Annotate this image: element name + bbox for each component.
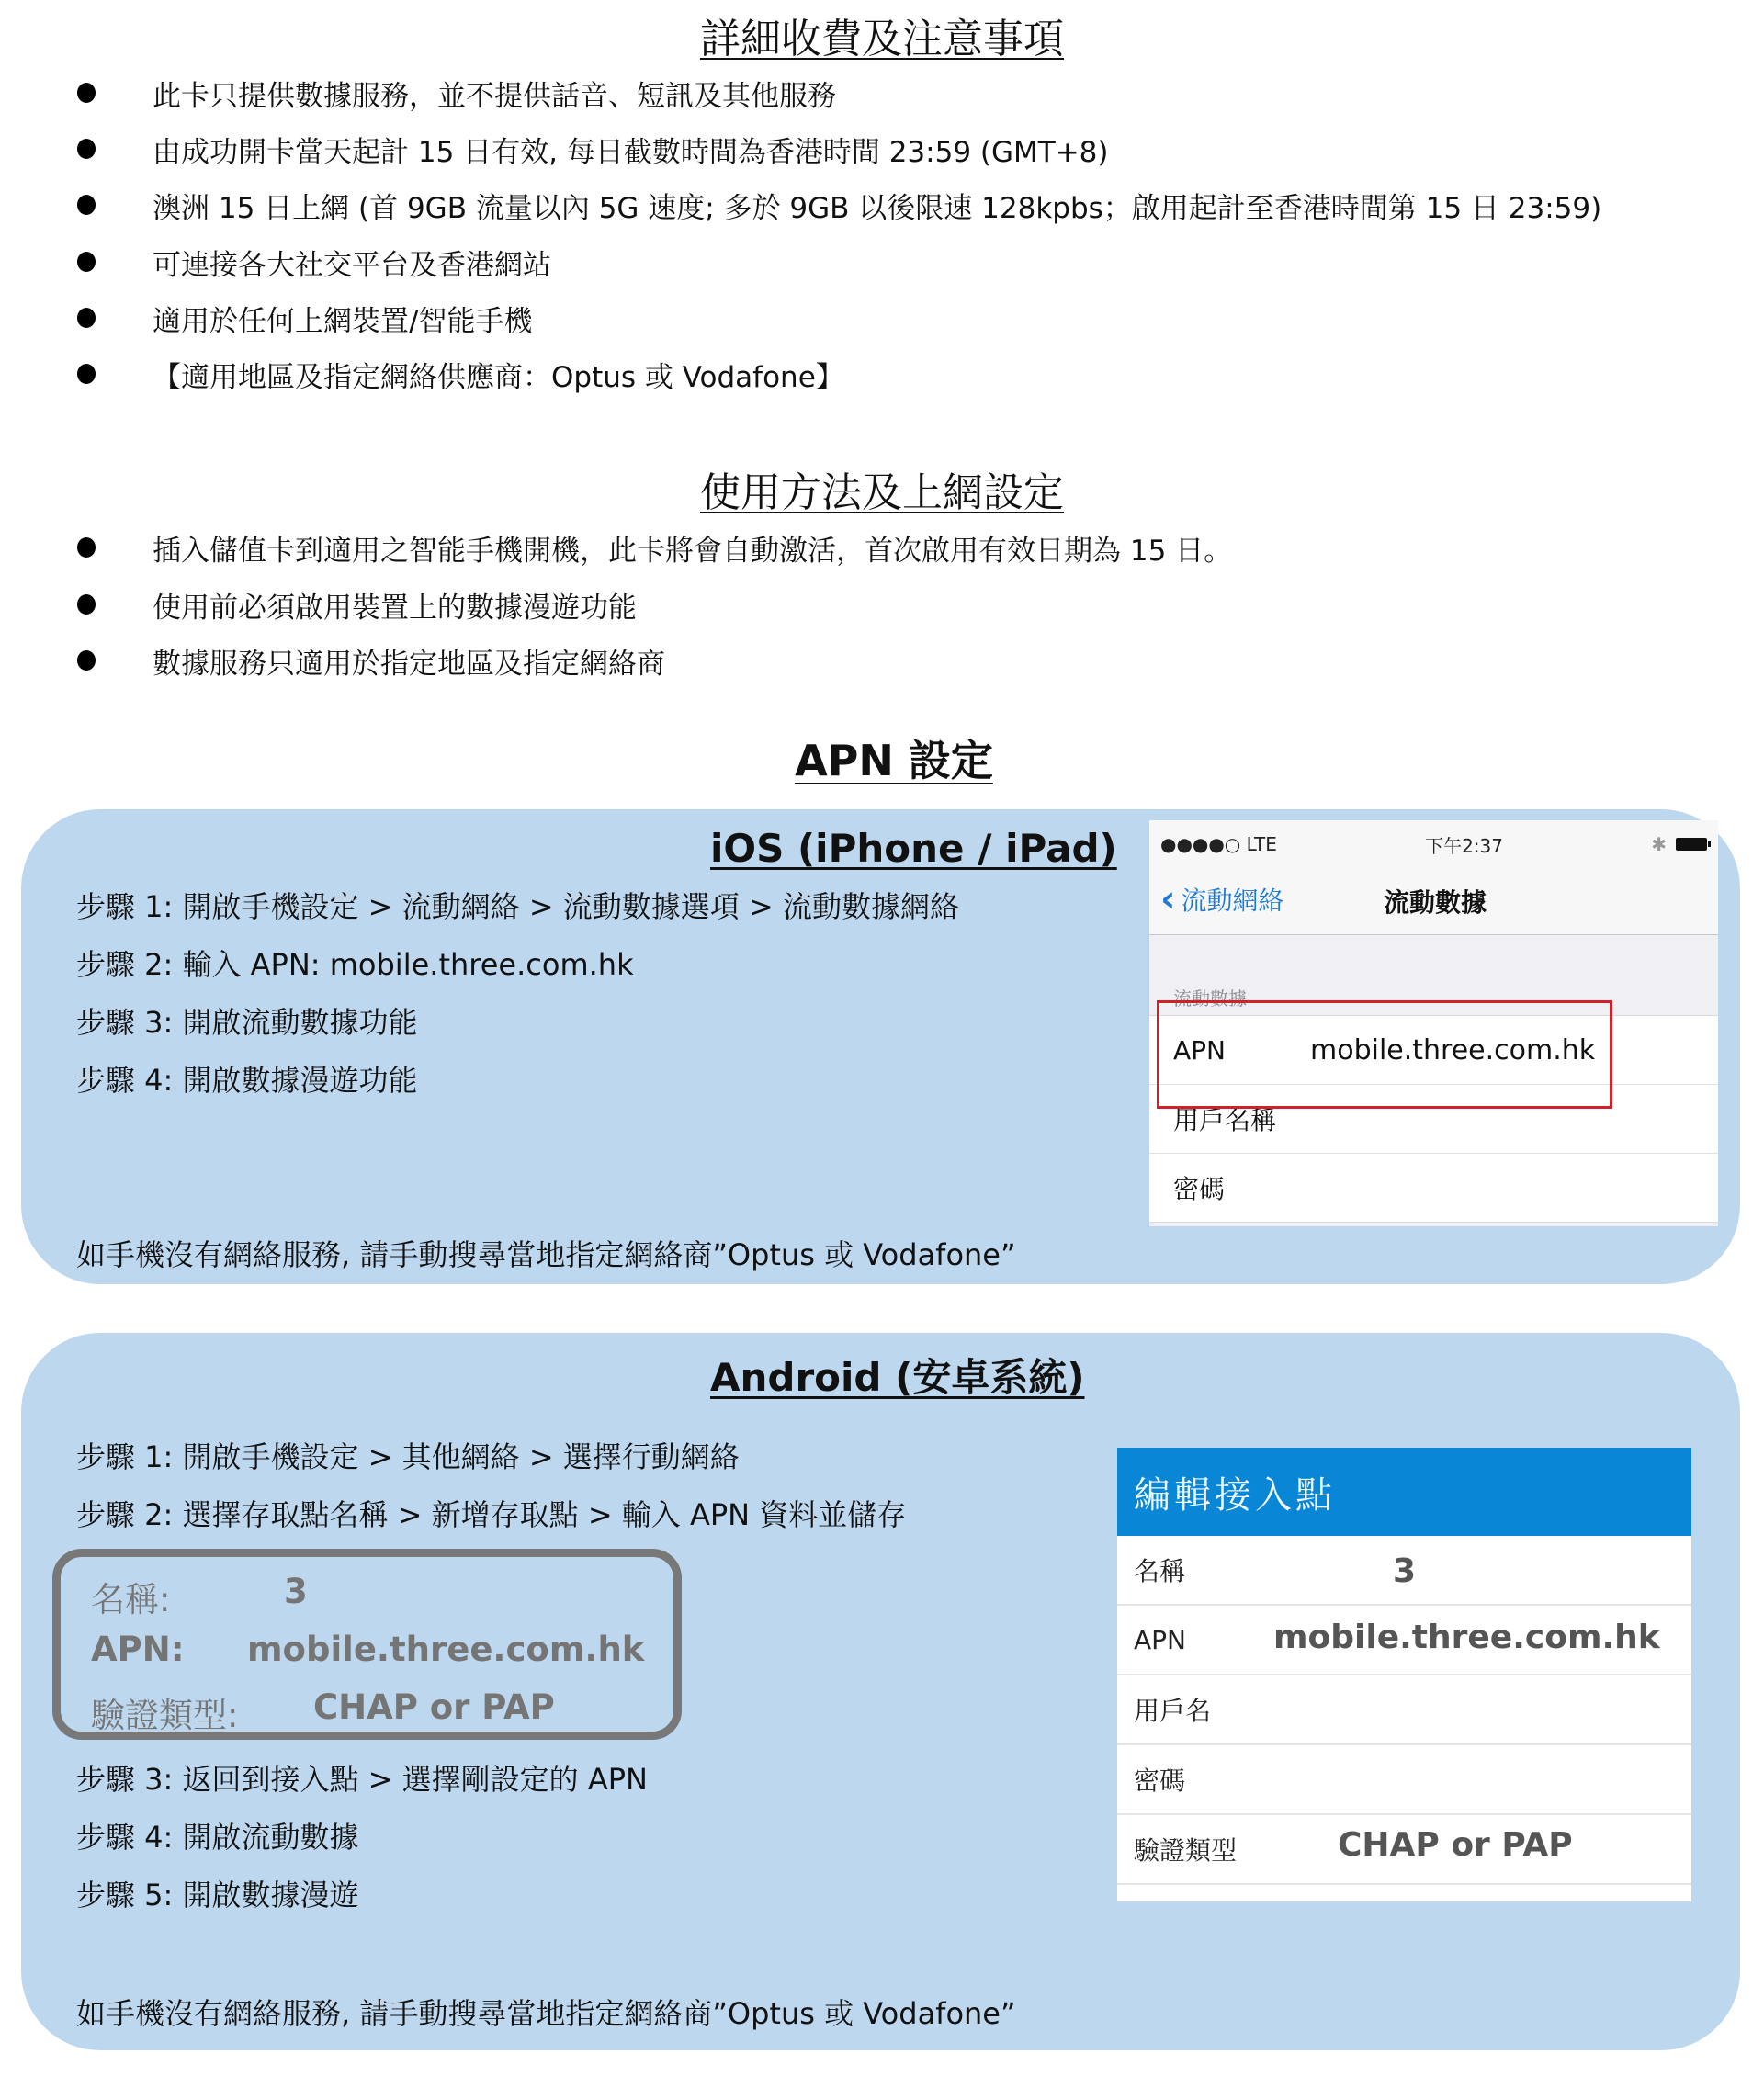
bullet-text: 【適用地區及指定網絡供應商：Optus 或 Vodafone】 <box>153 360 844 394</box>
name-row[interactable] <box>1117 1536 1691 1606</box>
status-right <box>1651 833 1707 855</box>
ios-network-note: 如手機沒有網絡服務, 請手動搜尋當地指定網絡商”Optus 或 Vodafone” <box>76 1237 1016 1272</box>
bullet-dot-icon <box>77 195 96 215</box>
android-network-note: 如手機沒有網絡服務, 請手動搜尋當地指定網絡商”Optus 或 Vodafone” <box>76 1996 1016 2031</box>
password-label: 密碼 <box>1173 1174 1226 1204</box>
apn-row[interactable] <box>1117 1606 1691 1675</box>
signal-lte-indicator: ●●●●○ LTE <box>1160 833 1277 855</box>
ios-nav-bar <box>1149 868 1718 935</box>
password-row[interactable] <box>1117 1745 1691 1815</box>
username-label: 用戶名 <box>1134 1696 1212 1726</box>
apn-settings-title: APN 設定 <box>795 736 993 785</box>
auth-type-row[interactable] <box>1117 1815 1691 1885</box>
ios-panel <box>21 809 1740 1284</box>
ios-step-1: 步驟 1: 開啟手機設定 > 流動網絡 > 流動數據選項 > 流動數據網絡 <box>76 889 959 924</box>
apn-value: mobile.three.com.hk <box>1309 1033 1596 1066</box>
name-value: 3 <box>1393 1552 1417 1590</box>
bullet-item <box>77 353 844 395</box>
android-step-1: 步驟 1: 開啟手機設定 > 其他網絡 > 選擇行動網絡 <box>76 1439 740 1474</box>
android-step-3: 步驟 3: 返回到接入點 > 選擇剛設定的 APN <box>76 1762 648 1797</box>
auth-type-label: 驗證類型 <box>1134 1835 1238 1866</box>
nav-title: 流動數據 <box>1384 887 1487 918</box>
back-label: 流動網絡 <box>1181 886 1284 916</box>
bullet-item <box>77 184 1601 226</box>
chevron-left-icon: ‹ <box>1160 878 1176 920</box>
username-row[interactable] <box>1117 1675 1691 1745</box>
ios-step-4: 步驟 4: 開啟數據漫遊功能 <box>76 1063 418 1098</box>
android-step-4: 步驟 4: 開啟流動數據 <box>76 1820 359 1855</box>
box-apn-value: mobile.three.com.hk <box>247 1630 645 1669</box>
android-apn-screenshot <box>1117 1448 1691 1901</box>
edit-apn-header: 編輯接入點 <box>1117 1448 1691 1536</box>
box-name-value: 3 <box>284 1572 308 1611</box>
apn-highlight-box <box>1157 1000 1612 1109</box>
box-auth-label: 驗證類型: <box>91 1696 239 1735</box>
apn-label: APN <box>1173 1034 1226 1066</box>
password-row[interactable] <box>1149 1154 1718 1222</box>
bullet-text: 此卡只提供數據服務，並不提供話音、短訊及其他服務 <box>153 79 836 113</box>
bullet-text: 可連接各大社交平台及香港網站 <box>153 248 551 282</box>
bullet-dot-icon <box>77 308 96 328</box>
ios-step-3: 步驟 3: 開啟流動數據功能 <box>76 1005 418 1040</box>
bullet-text: 適用於任何上網裝置/智能手機 <box>153 304 533 338</box>
bullet-text: 由成功開卡當天起計 15 日有效, 每日截數時間為香港時間 23:59 (GMT+8) <box>153 135 1109 169</box>
bullet-item <box>77 241 551 283</box>
bullet-text: 使用前必須啟用裝置上的數據漫遊功能 <box>153 591 637 625</box>
ios-settings-screenshot <box>1149 820 1718 1226</box>
apn-label: APN <box>1134 1624 1186 1655</box>
ios-step-2: 步驟 2: 輸入 APN: mobile.three.com.hk <box>76 947 634 982</box>
bullet-item <box>77 72 836 114</box>
bullet-text: 插入儲值卡到適用之智能手機開機，此卡將會自動激活，首次啟用有效日期為 15 日。 <box>153 534 1233 568</box>
bullet-dot-icon <box>77 83 96 103</box>
bullet-dot-icon <box>77 139 96 159</box>
bullet-item <box>77 297 532 339</box>
status-time: 下午2:37 <box>1425 834 1503 857</box>
charges-notes-title: 詳細收費及注意事項 <box>700 16 1064 62</box>
bullet-text: 數據服務只適用於指定地區及指定網絡商 <box>153 647 665 681</box>
box-apn-label: APN: <box>91 1630 185 1669</box>
bullet-dot-icon <box>77 650 96 671</box>
bullet-dot-icon <box>77 537 96 558</box>
box-name-label: 名稱: <box>91 1580 171 1619</box>
bullet-item <box>77 526 1232 569</box>
bullet-dot-icon <box>77 364 96 384</box>
android-step-5: 步驟 5: 開啟數據漫遊 <box>76 1878 359 1912</box>
ios-heading: iOS (iPhone / iPad) <box>710 826 1117 871</box>
box-auth-value: CHAP or PAP <box>313 1687 555 1727</box>
bluetooth-icon: ✱ <box>1651 833 1667 855</box>
bullet-item <box>77 583 637 626</box>
android-step-2: 步驟 2: 選擇存取點名稱 > 新增存取點 > 輸入 APN 資料並儲存 <box>76 1497 907 1532</box>
apn-value: mobile.three.com.hk <box>1273 1619 1660 1656</box>
battery-icon <box>1676 838 1707 851</box>
password-label: 密碼 <box>1134 1766 1186 1796</box>
android-heading: Android (安卓系統) <box>710 1355 1085 1400</box>
android-panel <box>21 1333 1740 2050</box>
bullet-dot-icon <box>77 594 96 615</box>
bullet-dot-icon <box>77 252 96 272</box>
name-label: 名稱 <box>1134 1556 1186 1586</box>
auth-type-value: CHAP or PAP <box>1338 1826 1573 1864</box>
back-button[interactable] <box>1160 878 1284 920</box>
bullet-item <box>77 639 665 682</box>
usage-setup-title: 使用方法及上網設定 <box>700 469 1064 516</box>
ios-status-bar <box>1149 820 1718 868</box>
bullet-text: 澳洲 15 日上網 (首 9GB 流量以內 5G 速度; 多於 9GB 以後限速 128kpbs；啟用起計至香港時間第 15 日 23:59) <box>153 191 1602 225</box>
bullet-item <box>77 128 1109 170</box>
group-label: 流動數據 <box>1173 987 1247 1010</box>
username-label: 用戶名稱 <box>1173 1105 1277 1135</box>
